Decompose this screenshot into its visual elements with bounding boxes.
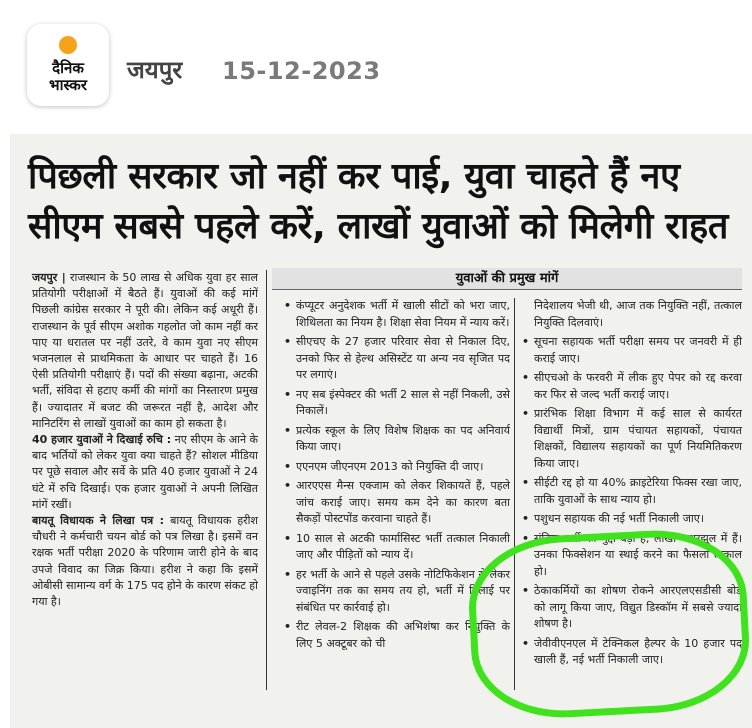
list-item: • सूचना सहायक भर्ती परीक्षा समय पर जनवरी में ही कराई जाए।: [520, 334, 742, 367]
article-paragraph: बायतू विधायक हरीश चौधरी ने कर्मचारी चयन बोर्ड को पत्र लिखा है। इसमें वन रक्षक भर्ती परीक्षा 2020 के परिणाम जारी होने के बाद उपजे विवाद का जिक्र किया। हरीश ने कहा कि इसमें ओबीसी सामान्य वर्ग के 175 पद होने के कारण संकट हो गया है।: [32, 514, 259, 609]
list-item: • पशुधन सहायक की नई भर्ती निकाली जाए।: [520, 511, 742, 528]
dainik-bhaskar-logo[interactable]: [27, 24, 109, 106]
dateline: जयपुर |: [32, 271, 66, 284]
list-item: • सीएचए के 27 हजार परिवार सेवा से निकाल दिए, उनको फिर से हेल्थ असिस्टेंट या अन्य नव सृजित पद पर लगाएं।: [282, 334, 510, 384]
list-item: • जेवीवीएनएल में टेक्निकल हैल्पर के 10 हजार पद खाली हैं, नई भर्ती निकाली जाए।: [520, 636, 742, 669]
edition-date: 15-12-2023: [222, 57, 381, 85]
sun-icon: [59, 36, 77, 54]
subheading: 40 हजार युवाओं ने दिखाई रुचि :: [32, 433, 172, 447]
article-paragraph: नए सीएम के आने के बाद भर्तियों को लेकर युवा क्या चाहते हैं? सोशल मीडिया पर पूछे सवाल और सर्वे के प्रति 40 हजार युवाओं ने 24 घंटे में रुचि दिखाई। एक हजार युवाओं ने अपनी लिखित मांगें रखीं।: [32, 433, 259, 511]
green-highlight-circle: [465, 526, 752, 722]
list-item: • एएनएम जीएनएम 2013 को नियुक्ति दी जाए।: [282, 459, 510, 476]
edition-city: जयपुर: [127, 56, 183, 84]
list-item: • 10 साल से अटकी फार्मासिस्ट भर्ती तत्काल निकाली जाए और पीड़ितों को न्याय दें।: [282, 531, 510, 564]
list-item: • सीईटी रद्द हो या 40% क्राइटेरिया फिक्स रखा जाए, ताकि युवाओं के साथ न्याय हो।: [520, 475, 742, 508]
list-item: • आरएएस मैन्स एक्जाम को लेकर शिकायतें हैं, पहले जांच कराई जाए। समय कम देने का कारण बता सैकड़ों पोस्टपोंड करवाना चाहते हैं।: [282, 478, 510, 528]
list-item: • नए सब इंस्पेक्टर की भर्ती 2 साल से नहीं निकली, उसे निकालें।: [282, 387, 510, 420]
list-item: • कंप्यूटर अनुदेशक भर्ती में खाली सीटों को भरा जाए, शिथिलता का नियम है। शिक्षा सेवा नियम में न्याय करें।: [282, 298, 510, 331]
demands-box-title: युवाओं की प्रमुख मांगें: [272, 268, 742, 290]
list-item: • संविदा भर्ती का मुद्दा बड़ा है, लाखों अधरझूल में हैं। उनका फिक्सेशन या स्थाई करने का फैसला तत्काल हो।: [520, 531, 742, 581]
list-item: • प्रत्येक स्कूल के लिए विशेष शिक्षक का पद अनिवार्य किया जाए।: [282, 423, 510, 456]
app-header: [0, 0, 752, 120]
list-item: • हर भर्ती के आने से पहले उसके नोटिफिकेशन से लेकर ज्वाइनिंग तक का समय तय हो, भर्ती में ढिलाई पर संबंधित पर कार्रवाई हो।: [282, 567, 510, 617]
logo-text-line2: भास्कर: [49, 76, 87, 94]
list-item: • रीट लेवल-2 शिक्षक की अभिशंषा कर नियुक्ति के लिए 5 अक्टूबर को ची: [282, 619, 510, 652]
article-body: [32, 270, 258, 610]
list-item: • प्रारंभिक शिक्षा विभाग में कई साल से कार्यरत विद्यार्थी मित्रों, ग्राम पंचायत सहायकों, पंचायत शिक्षकों, विद्यालय सहायकों का पूर्ण नियमितिकरण किया जाए।: [520, 406, 742, 472]
list-item: • सीएचओ के फरवरी में लीक हुए पेपर को रद्द करवा कर फिर से जल्द भर्ती कराई जाए।: [520, 370, 742, 403]
logo-text-line1: दैनिक: [52, 59, 84, 77]
column-divider: [266, 270, 267, 690]
list-item-continuation: निदेशालय भेजी थी, आज तक नियुक्ति नहीं, तत्काल नियुक्ति दिलवाएं।: [534, 299, 742, 329]
list-item: • ठेकाकर्मियों का शोषण रोकने आरएलएसडीसी बोर्ड को लागू किया जाए, विद्युत डिस्कॉम में सबसे ज्यादा शोषण है।: [520, 583, 742, 633]
article-headline: पिछली सरकार जो नहीं कर पाई, युवा चाहते हैं नए सीएम सबसे पहले करें, लाखों युवाओं को मिलेगी राहत: [28, 156, 729, 247]
subheading: बायतू विधायक ने लिखा पत्र :: [32, 514, 165, 528]
article-paragraph: राजस्थान के 50 लाख से अधिक युवा हर साल प्रतियोगी परीक्षाओं में बैठते हैं। युवाओं की कई मांगें पिछली कांग्रेस सरकार ने पूरी की। लेकिन कई अधूरी हैं। राजस्थान के पूर्व सीएम अशोक गहलोत जो काम नहीं कर पाए या धरातल पर नहीं उतरे, वे काम युवा नए सीएम भजनलाल से प्राथमिकता के आधार पर चाहते हैं। 16 ऐसी प्रतियोगी परीक्षाएं हैं। पदों की संख्या बढ़ाना, अटकी भर्ती, संविदा से हटाए कर्मी की मांगों का निस्तारण प्रमुख हैं। ज्यादातर में बजट की जरूरत नहीं है, आदेश और मानिटरिंग से लाखों युवाओं का काम हो सकता है।: [32, 271, 258, 430]
